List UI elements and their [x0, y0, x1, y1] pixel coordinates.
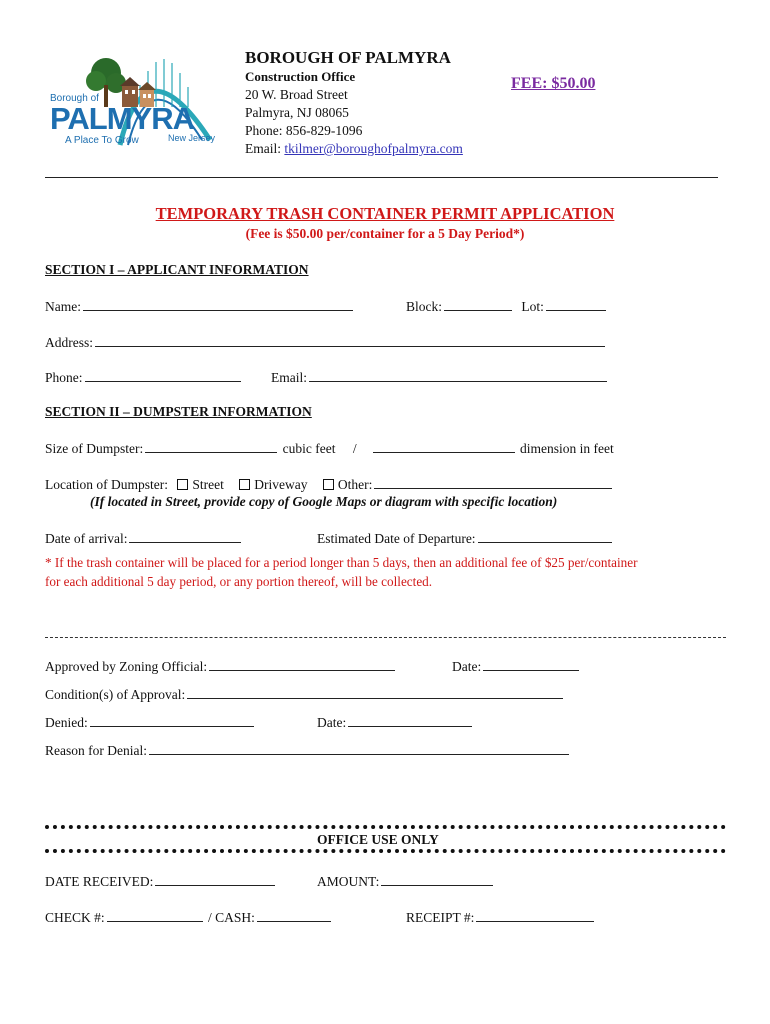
conditions-row — [45, 686, 565, 703]
arrival-field[interactable] — [129, 530, 241, 543]
name-row — [45, 298, 355, 315]
amount-row — [317, 873, 495, 890]
address-line1: 20 W. Broad Street — [245, 87, 348, 102]
date-received-row — [45, 873, 277, 890]
block-field[interactable] — [444, 298, 512, 311]
location-note: (If located in Street, provide copy of Google Maps or diagram with specific location) — [90, 494, 558, 509]
size-row — [45, 440, 614, 457]
email-label: Email: — [245, 141, 285, 156]
address-line2: Palmyra, NJ 08065 — [245, 105, 349, 120]
date-received-label: DATE RECEIVED: — [45, 874, 154, 889]
cubic-feet-field[interactable] — [145, 440, 277, 453]
email-field[interactable] — [309, 369, 607, 382]
section2-heading: SECTION II – DUMPSTER INFORMATION — [45, 404, 312, 419]
approval-date-row — [452, 658, 581, 675]
denied-date-row — [317, 714, 474, 731]
office-phone: Phone: 856-829-1096 — [245, 123, 363, 138]
departure-row — [317, 530, 614, 547]
date-received-field[interactable] — [155, 873, 275, 886]
phone-row — [45, 369, 243, 386]
reason-label: Reason for Denial: — [45, 743, 147, 758]
address-row — [45, 334, 607, 351]
departure-label: Estimated Date of Departure: — [317, 531, 476, 546]
logo-tagline: A Place To Grow — [65, 135, 139, 146]
email-row — [271, 369, 609, 386]
section1-heading: SECTION I – APPLICANT INFORMATION — [45, 262, 309, 277]
other-checkbox[interactable] — [323, 479, 334, 490]
location-row — [45, 476, 614, 493]
name-label: Name: — [45, 299, 81, 314]
driveway-label: Driveway — [254, 477, 308, 492]
street-label: Street — [192, 477, 224, 492]
office-band-top — [45, 825, 726, 829]
denied-row — [45, 714, 256, 731]
office-use-heading: OFFICE USE ONLY — [317, 832, 439, 847]
borough-logo — [50, 45, 225, 153]
receipt-field[interactable] — [476, 909, 594, 922]
cash-field[interactable] — [257, 909, 331, 922]
email-link[interactable]: tkilmer@boroughofpalmyra.com — [284, 141, 463, 156]
form-title: TEMPORARY TRASH CONTAINER PERMIT APPLICATION — [155, 204, 615, 223]
other-field[interactable] — [374, 476, 612, 489]
block-label: Block: — [406, 299, 442, 314]
conditions-field[interactable] — [187, 686, 563, 699]
header-divider — [45, 177, 718, 178]
phone-label: Phone: — [45, 370, 83, 385]
receipt-label: RECEIPT #: — [406, 910, 475, 925]
dimension-field[interactable] — [373, 440, 515, 453]
receipt-row — [406, 909, 596, 926]
cash-label: / CASH: — [208, 910, 255, 925]
extension-footnote-line2: for each additional 5 day period, or any portion thereof, will be collected. — [45, 574, 433, 589]
logo-small-text: Borough of — [50, 93, 99, 104]
logo-palmyra-text: PALMYRA — [50, 101, 194, 136]
lot-label: Lot: — [521, 299, 544, 314]
departure-field[interactable] — [478, 530, 612, 543]
driveway-checkbox[interactable] — [239, 479, 250, 490]
other-label: Other: — [337, 477, 373, 492]
denied-label: Denied: — [45, 715, 88, 730]
office-band-bottom — [45, 849, 726, 853]
arrival-label: Date of arrival: — [45, 531, 128, 546]
approved-field[interactable] — [209, 658, 395, 671]
extension-footnote-line1: * If the trash container will be placed for a period longer than 5 days, then an additional fee of $25 per/container — [45, 555, 638, 570]
lot-field[interactable] — [546, 298, 606, 311]
approval-date-label: Date: — [452, 659, 482, 674]
fee-label: FEE: $50.00 — [511, 75, 596, 92]
address-label: Address: — [45, 335, 93, 350]
reason-row — [45, 742, 571, 759]
email-field-label: Email: — [271, 370, 307, 385]
location-label: Location of Dumpster: — [45, 477, 168, 492]
conditions-label: Condition(s) of Approval: — [45, 687, 186, 702]
reason-field[interactable] — [149, 742, 569, 755]
check-row — [45, 909, 333, 926]
cubic-feet-label: cubic feet — [282, 441, 336, 456]
size-label: Size of Dumpster: — [45, 441, 144, 456]
address-field[interactable] — [95, 334, 605, 347]
name-field[interactable] — [83, 298, 353, 311]
denied-date-label: Date: — [317, 715, 347, 730]
block-row — [406, 298, 608, 315]
phone-field[interactable] — [85, 369, 241, 382]
approved-row — [45, 658, 397, 675]
arrival-row — [45, 530, 243, 547]
office-email-row — [245, 141, 463, 157]
org-name: BOROUGH OF PALMYRA — [245, 48, 451, 67]
approval-date-field[interactable] — [483, 658, 579, 671]
size-slash: / — [352, 441, 357, 456]
check-field[interactable] — [107, 909, 203, 922]
amount-field[interactable] — [381, 873, 493, 886]
dimension-label: dimension in feet — [519, 441, 614, 456]
street-checkbox[interactable] — [177, 479, 188, 490]
denied-field[interactable] — [90, 714, 254, 727]
form-subtitle: (Fee is $50.00 per/container for a 5 Day Period*) — [245, 226, 525, 241]
approval-divider — [45, 637, 726, 638]
amount-label: AMOUNT: — [317, 874, 380, 889]
check-label: CHECK #: — [45, 910, 105, 925]
logo-state: New Jersey — [168, 133, 216, 143]
approved-label: Approved by Zoning Official: — [45, 659, 208, 674]
office-name: Construction Office — [245, 69, 356, 84]
denied-date-field[interactable] — [348, 714, 472, 727]
